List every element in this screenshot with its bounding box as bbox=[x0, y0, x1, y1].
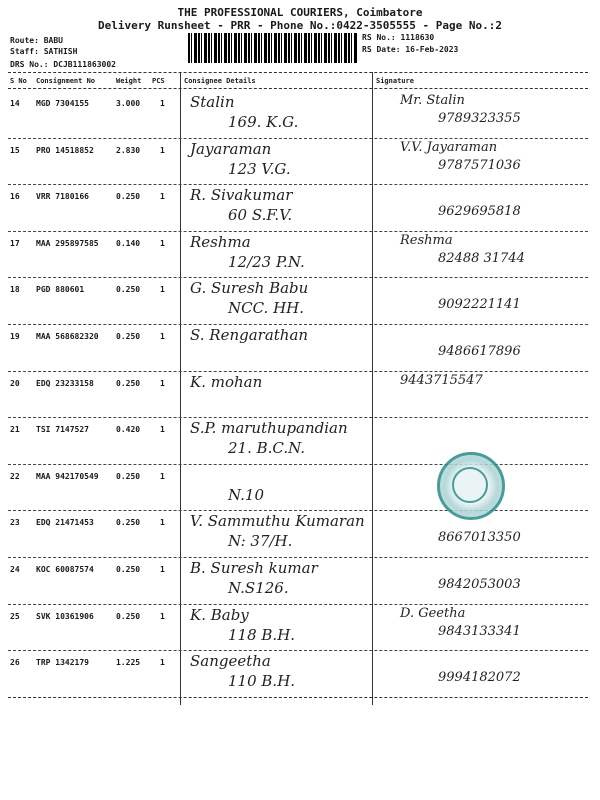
drs-number: DRS No.: DCJB111863002 bbox=[10, 60, 116, 69]
serial-number: 19 bbox=[10, 332, 20, 341]
signature-phone: 8667013350 bbox=[438, 530, 521, 546]
signature-phone: 9842053003 bbox=[438, 577, 521, 592]
table-row bbox=[8, 91, 588, 138]
row-separator bbox=[8, 231, 588, 232]
table-row bbox=[8, 557, 588, 604]
weight-value: 0.250 bbox=[116, 565, 141, 574]
route-label: Route: BABU bbox=[10, 36, 63, 45]
table-row bbox=[8, 371, 588, 418]
header-top-rule bbox=[8, 72, 588, 73]
consignment-number: MAA 568682320 bbox=[36, 332, 99, 341]
consignment-number: TSI 7147527 bbox=[36, 425, 89, 435]
consignment-number: KOC 60087574 bbox=[36, 565, 94, 574]
signature-phone: 9092221141 bbox=[438, 297, 521, 313]
pcs-value: 1 bbox=[160, 378, 165, 388]
pcs-value: 1 bbox=[160, 471, 165, 481]
consignee-name: S.P. maruthupandian bbox=[190, 419, 348, 438]
runsheet-title: Delivery Runsheet - PRR - Phone No.:0422-3505555 - Page No.:2 bbox=[98, 19, 502, 32]
signature-phone: 9789323355 bbox=[438, 111, 521, 126]
row-separator bbox=[8, 510, 588, 511]
table-row bbox=[8, 650, 588, 697]
consignment-number: EDQ 21471453 bbox=[36, 518, 94, 528]
signature-phone: 82488 31744 bbox=[438, 250, 525, 266]
consignee-address: 60 S.F.V. bbox=[228, 206, 293, 225]
pcs-value: 1 bbox=[160, 99, 165, 108]
table-row bbox=[8, 417, 588, 464]
consignee-address: 169. K.G. bbox=[228, 113, 299, 131]
weight-value: 3.000 bbox=[116, 99, 141, 108]
col-signature: Signature bbox=[376, 77, 414, 85]
consignee-address: N.10 bbox=[228, 485, 265, 504]
pcs-value: 1 bbox=[160, 565, 165, 574]
pcs-value: 1 bbox=[160, 285, 165, 295]
consignment-number: PGD 880601 bbox=[36, 285, 85, 295]
serial-number: 17 bbox=[10, 238, 20, 248]
weight-value: 2.830 bbox=[116, 145, 141, 155]
serial-number: 25 bbox=[10, 611, 20, 621]
consignee-address: 110 B.H. bbox=[228, 672, 296, 691]
consignee-name: B. Suresh kumar bbox=[190, 559, 318, 577]
row-separator bbox=[8, 464, 588, 465]
pcs-value: 1 bbox=[160, 192, 165, 202]
weight-value: 0.140 bbox=[116, 238, 141, 248]
serial-number: 20 bbox=[10, 378, 20, 388]
barcode bbox=[188, 33, 358, 63]
rs-number: RS No.: 1118630 bbox=[362, 33, 435, 42]
consignment-number: VRR 7180166 bbox=[36, 192, 89, 202]
pcs-value: 1 bbox=[160, 425, 165, 435]
signature-text: Mr. Stalin bbox=[400, 93, 465, 108]
weight-value: 0.250 bbox=[116, 518, 141, 528]
consignee-name: K. Baby bbox=[190, 605, 249, 624]
consignee-name: Reshma bbox=[190, 232, 251, 251]
header-bottom-rule bbox=[8, 88, 588, 89]
signature-phone: 9843133341 bbox=[438, 623, 521, 639]
consignee-name: V. Sammuthu Kumaran bbox=[190, 512, 365, 531]
consignee-name: K. mohan bbox=[190, 372, 263, 391]
table-row bbox=[8, 231, 588, 278]
bank-stamp bbox=[437, 452, 505, 520]
signature-phone: 9629695818 bbox=[438, 204, 521, 220]
serial-number: 14 bbox=[10, 99, 20, 108]
consignment-number: MAA 295897585 bbox=[36, 238, 99, 248]
signature-phone: 9486617896 bbox=[438, 344, 521, 359]
signature-text: V.V. Jayaraman bbox=[400, 139, 498, 155]
consignee-address: 118 B.H. bbox=[228, 625, 296, 644]
consignee-name: G. Suresh Babu bbox=[190, 279, 309, 298]
pcs-value: 1 bbox=[160, 332, 165, 341]
consignment-number: PRO 14518852 bbox=[36, 145, 94, 155]
consignee-address: 123 V.G. bbox=[228, 159, 291, 178]
serial-number: 21 bbox=[10, 425, 20, 435]
table-row bbox=[8, 324, 588, 371]
row-separator bbox=[8, 650, 588, 651]
consignee-address: NCC. HH. bbox=[228, 299, 305, 318]
consignee-address: 12/23 P.N. bbox=[228, 252, 305, 271]
consignment-number: TRP 1342179 bbox=[36, 658, 89, 668]
weight-value: 0.420 bbox=[116, 425, 141, 435]
table-bottom-rule bbox=[8, 697, 588, 698]
serial-number: 22 bbox=[10, 471, 20, 481]
signature-phone: 9787571036 bbox=[438, 157, 521, 173]
weight-value: 0.250 bbox=[116, 332, 141, 341]
consignee-name: Jayaraman bbox=[190, 139, 272, 158]
table-row bbox=[8, 510, 588, 557]
consignee-address: N: 37/H. bbox=[228, 532, 293, 551]
rs-date: RS Date: 16-Feb-2023 bbox=[362, 45, 459, 54]
weight-value: 0.250 bbox=[116, 378, 141, 388]
serial-number: 24 bbox=[10, 565, 20, 574]
consignment-number: SVK 10361906 bbox=[36, 611, 94, 621]
consignee-name: Stalin bbox=[190, 93, 235, 111]
row-separator bbox=[8, 277, 588, 278]
col-consignment: Consignment No bbox=[36, 77, 96, 85]
consignee-name: R. Sivakumar bbox=[190, 186, 293, 205]
weight-value: 0.250 bbox=[116, 611, 141, 621]
pcs-value: 1 bbox=[160, 658, 165, 668]
row-separator bbox=[8, 184, 588, 185]
serial-number: 18 bbox=[10, 285, 20, 295]
table-row bbox=[8, 277, 588, 324]
table-row bbox=[8, 138, 588, 185]
weight-value: 0.250 bbox=[116, 471, 141, 481]
col-consignee: Consignee Details bbox=[184, 77, 256, 85]
weight-value: 0.250 bbox=[116, 192, 141, 202]
pcs-value: 1 bbox=[160, 238, 165, 248]
table-row bbox=[8, 604, 588, 651]
pcs-value: 1 bbox=[160, 611, 165, 621]
consignment-number: MGD 7304155 bbox=[36, 99, 89, 108]
serial-number: 15 bbox=[10, 145, 20, 155]
row-separator bbox=[8, 604, 588, 605]
consignment-number: EDQ 23233158 bbox=[36, 378, 94, 388]
consignee-address: 21. B.C.N. bbox=[228, 439, 306, 458]
weight-value: 1.225 bbox=[116, 658, 141, 668]
consignee-name: S. Rengarathan bbox=[190, 326, 309, 344]
table-row bbox=[8, 184, 588, 231]
consignee-name: Sangeetha bbox=[190, 652, 271, 671]
consignment-number: MAA 942170549 bbox=[36, 471, 99, 481]
staff-label: Staff: SATHISH bbox=[10, 47, 78, 56]
row-separator bbox=[8, 138, 588, 139]
row-separator bbox=[8, 371, 588, 372]
col-pcs: PCS bbox=[152, 77, 165, 85]
row-separator bbox=[8, 417, 588, 418]
col-sno: S No bbox=[10, 77, 27, 85]
serial-number: 16 bbox=[10, 192, 20, 202]
pcs-value: 1 bbox=[160, 518, 165, 528]
serial-number: 26 bbox=[10, 658, 20, 668]
signature-phone: 9994182072 bbox=[438, 670, 521, 686]
company-title: THE PROFESSIONAL COURIERS, Coimbatore bbox=[177, 6, 423, 19]
serial-number: 23 bbox=[10, 518, 20, 528]
pcs-value: 1 bbox=[160, 145, 165, 155]
col-weight: Weight bbox=[116, 77, 142, 85]
weight-value: 0.250 bbox=[116, 285, 141, 295]
signature-text: 9443715547 bbox=[400, 372, 483, 388]
consignee-address: N.S126. bbox=[228, 579, 289, 597]
row-separator bbox=[8, 557, 588, 558]
row-separator bbox=[8, 324, 588, 325]
signature-text: D. Geetha bbox=[400, 605, 466, 621]
signature-text: Reshma bbox=[400, 232, 453, 248]
